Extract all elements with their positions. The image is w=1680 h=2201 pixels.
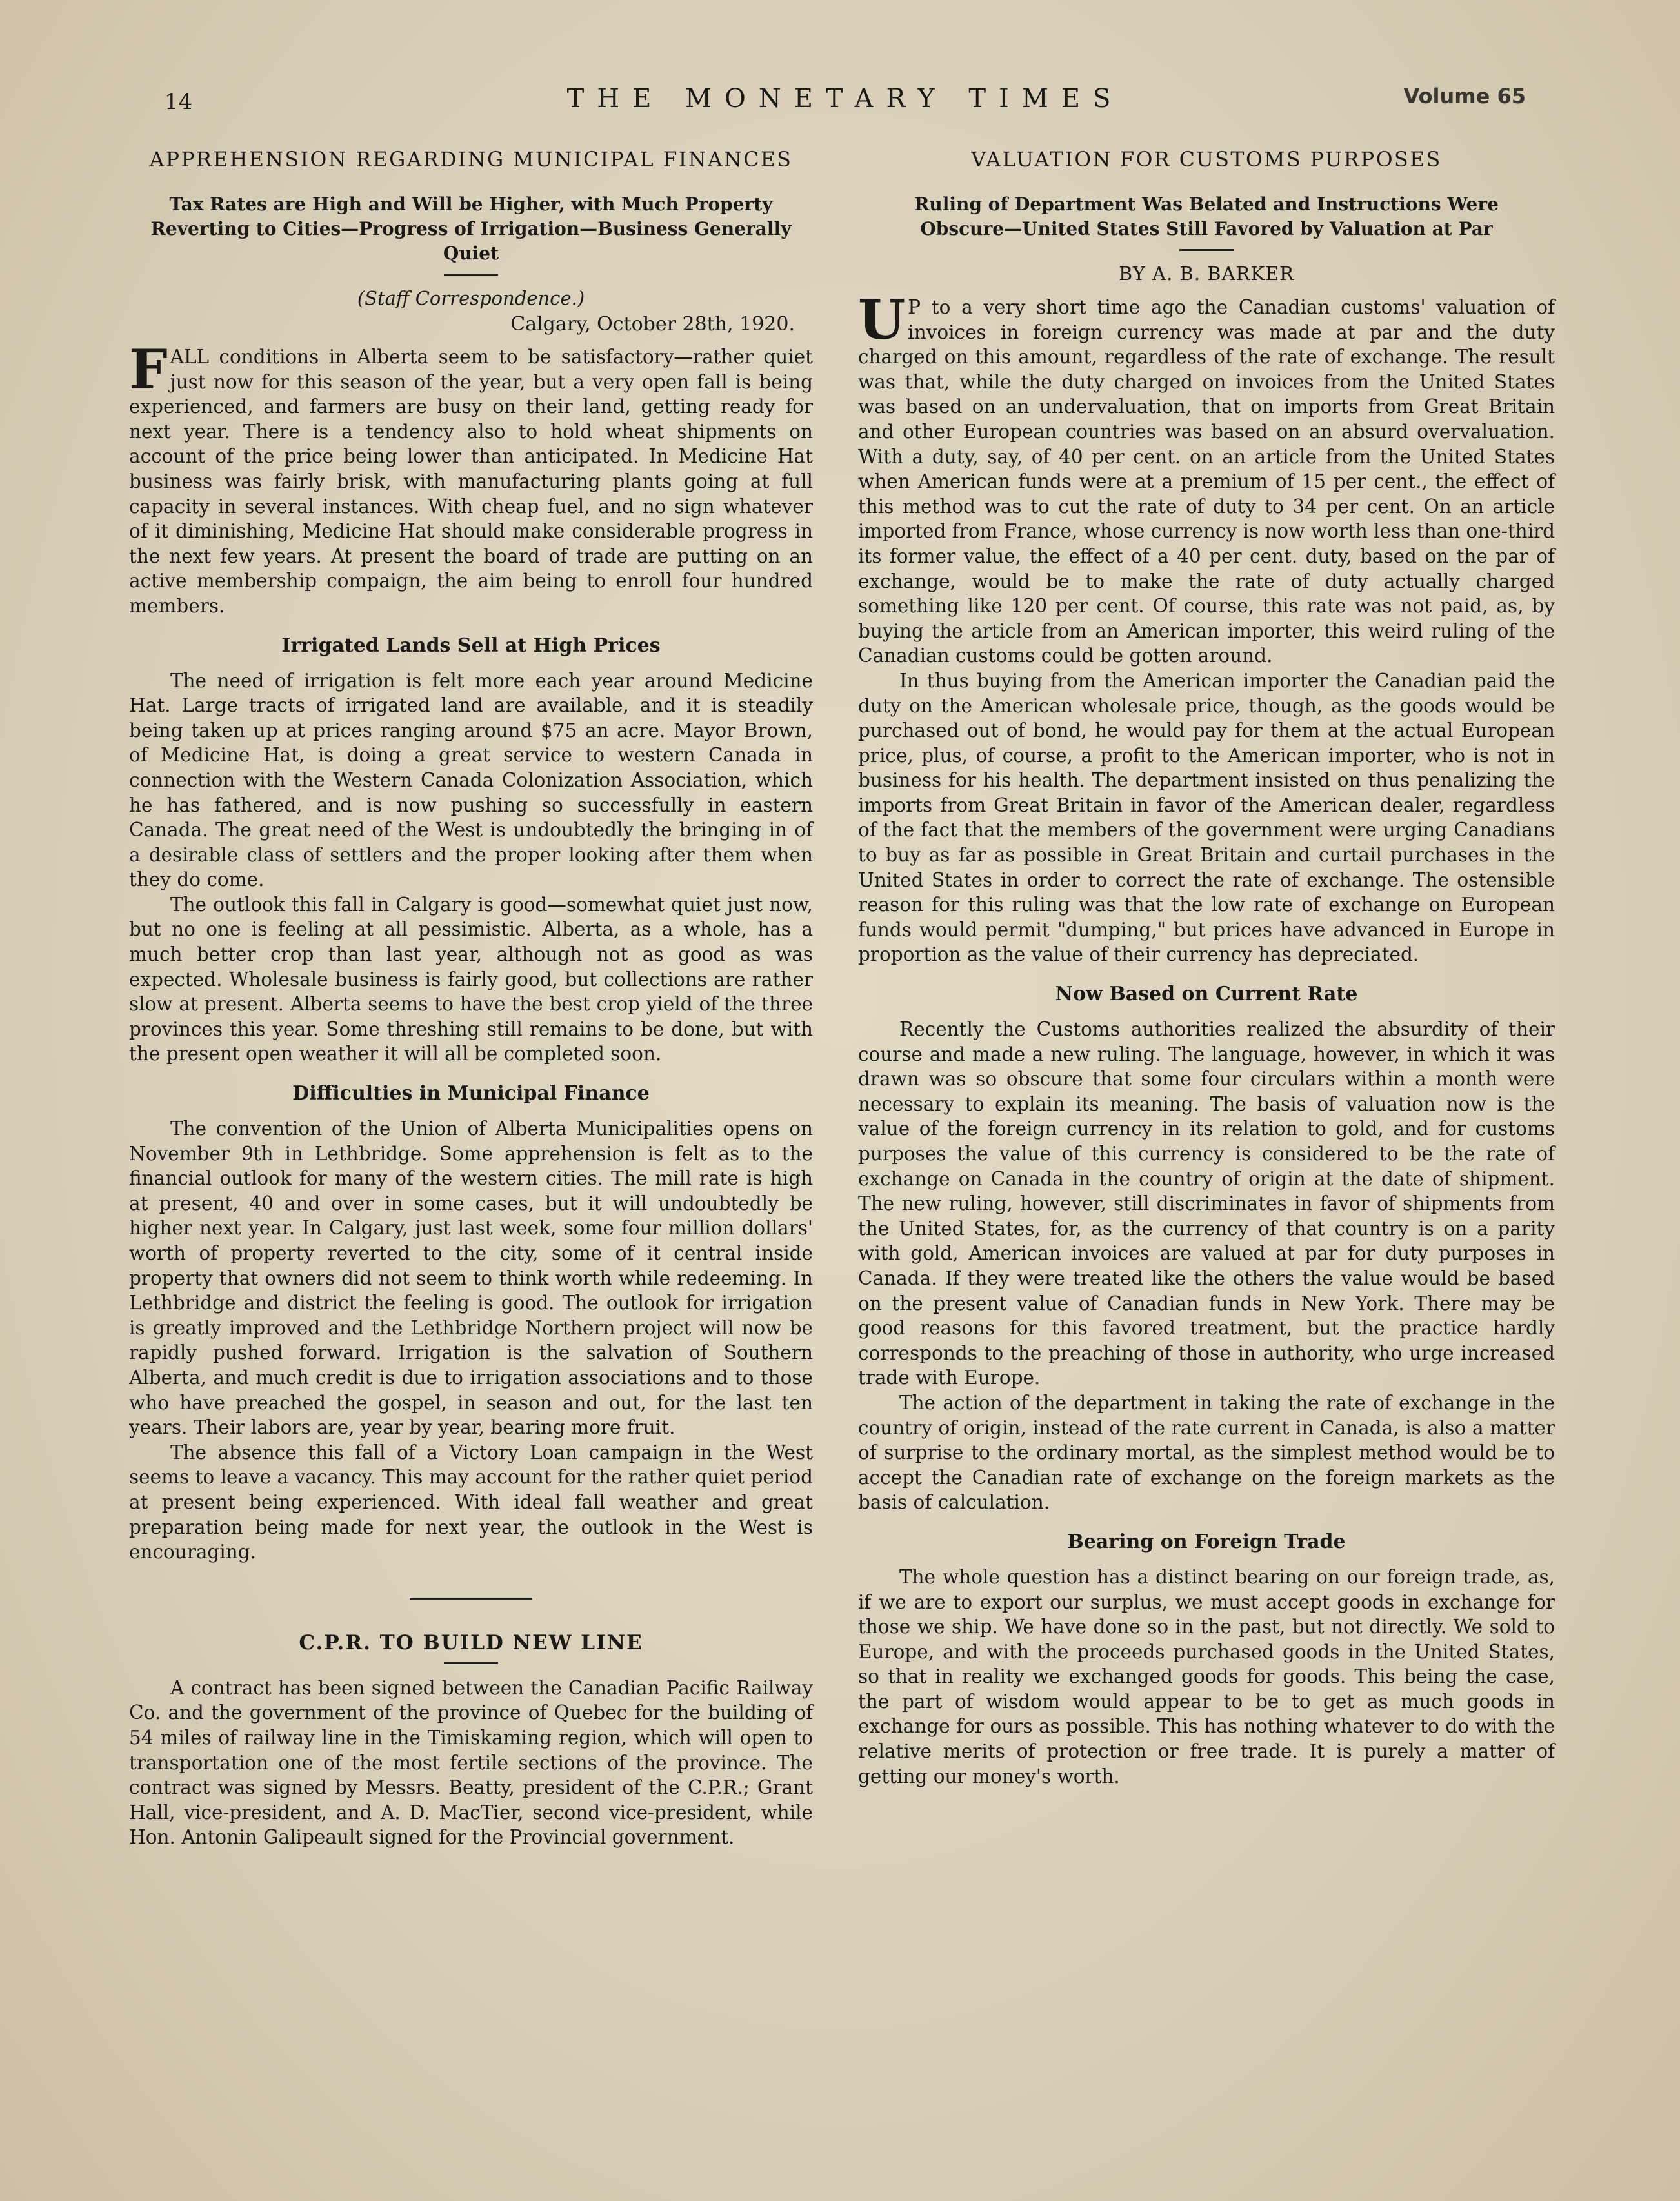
subheading: Now Based on Current Rate (1055, 983, 1358, 1006)
article-deck-customs: Ruling of Department Was Belated and Instructions Were Obscure—United States Still Favored by Valuation at Par (914, 194, 1499, 239)
subheading: Difficulties in Municipal Finance (292, 1082, 650, 1105)
paragraph: UP to a very short time ago the Canadian customs' valuation of invoices in foreign currency was made at par and the duty charged on this amount, regardless of the rate of exchange. The result was that, while the duty charged on invoices from the United States was based on an undervaluation, that on imports from Great Britain and other European countries was based on an absurd overvaluation. With a duty, say, of 40 per cent. on an article from the United States when American funds were at a premium of 15 per cent., the effect of this method was to cut the rate of duty to 34 per cent. On an article imported from France, whose currency is now worth less than one-third its former value, the effect of a 40 per cent. duty, based on the par of exchange, would be to make the rate of duty actually charged something like 120 per cent. Of course, this rate was not paid, as, by buying the article from an American importer, this weird ruling of the Canadian customs could be gotten around. (858, 288, 1555, 667)
article-deck-municipal: Tax Rates are High and Will be Higher, with Much Property Reverting to Cities—Progress of Irrigation—Business Generally Quiet (150, 194, 792, 264)
publication-title: THE MONETARY TIMES (566, 84, 1124, 114)
paragraph: A contract has been signed between the Canadian Pacific Railway Co. and the government of the province of Quebec for the building of 54 miles of railway line in the Timiskaming region, which will open to transportation one of the most fertile sections of the province. The contract was signed by Messrs. Beatty, president of the C.P.R.; Grant Hall, vice-president, and A. D. MacTier, second vice-president, while Hon. Antonin Galipeault signed for the Provincial government. (129, 1676, 813, 1849)
paragraph: The outlook this fall in Calgary is good—somewhat quiet just now, but no one is feeling at all pessimistic. Alberta, as a whole, has a much better crop than last year, although not as good as was expected. Wholesale business is fairly good, but collections are rather slow at present. Alberta seems to have the best crop yield of the three provinces this year. Some threshing still remains to be done, but with the present open weather it will all be completed soon. (129, 893, 813, 1065)
paragraph: In thus buying from the American importer the Canadian paid the duty on the American wholesale price, though, as the goods would be purchased out of bond, he would pay for them at the actual European price, plus, of course, a profit to the American importer, who is not in business for his health. The department insisted on thus penalizing the imports from Great Britain in favor of the American dealer, regardless of the fact that the members of the government were urging Canadians to buy as far as possible in Great Britain and curtail purchases in the United States in order to correct the rate of exchange. The ostensible reason for this ruling was that the low rate of exchange on European funds would permit "dumping," but prices have advanced in Europe in proportion as the value of their currency has depreciated. (858, 669, 1555, 966)
divider-rule (444, 1662, 498, 1664)
dateline: Calgary, October 28th, 1920. (510, 313, 795, 336)
paragraph: The convention of the Union of Alberta Municipalities opens on November 9th in Lethbridge. Some apprehension is felt as to the financial outlook for many of the western cities. The mill rate is high at present, 40 and over in some cases, but it will undoubtedly be higher next year. In Calgary, just last week, some four million dollars' worth of property reverted to the city, some of it central inside property that owners did not seem to think worth while redeeming. In Lethbridge and district the feeling is good. The outlook for irrigation is greatly improved and the Lethbridge Northern project will now be rapidly pushed forward. Irrigation is the salvation of Southern Alberta, and much credit is due to irrigation associations and to those who have preached the gospel, in season and out, for the last ten years. Their labors are, year by year, bearing more fruit. (129, 1118, 813, 1439)
page-number: 14 (165, 89, 193, 115)
author-byline: BY A. B. BARKER (1118, 263, 1295, 285)
left-column (129, 148, 813, 1850)
volume-label: Volume 65 (1403, 84, 1526, 108)
paragraph: The need of irrigation is felt more each year around Medicine Hat. Large tracts of irrigated land are available, and it is steadily being taken up at prices ranging around $75 an acre. Mayor Brown, of Medicine Hat, is doing a great service to western Canada in connection with the Western Canada Colonization Association, which he has fathered, and is now pushing so successfully in eastern Canada. The great need of the West is undoubtedly the bringing in of a desirable class of settlers and the proper looking after them when they do come. (129, 669, 813, 891)
staff-correspondence-byline: (Staff Correspondence.) (357, 287, 585, 309)
divider-rule (1179, 249, 1234, 251)
right-column (858, 148, 1555, 1789)
paragraph: The absence this fall of a Victory Loan campaign in the West seems to leave a vacancy. This may account for the rather quiet period at present being experienced. With ideal fall weather and great preparation being made for next year, the outlook in the West is encouraging. (129, 1441, 813, 1563)
divider-rule (444, 274, 498, 276)
article-title-municipal: APPREHENSION REGARDING MUNICIPAL FINANCES (149, 148, 793, 172)
page-header (165, 79, 1526, 130)
article-title-cpr: C.P.R. TO BUILD NEW LINE (299, 1631, 643, 1654)
paragraph: The action of the department in taking the rate of exchange in the country of origin, instead of the rate current in Canada, is also a matter of surprise to the ordinary mortal, as the simplest method would be to accept the Canadian rate of exchange on the foreign markets as the basis of calculation. (858, 1391, 1555, 1514)
subheading: Irrigated Lands Sell at High Prices (281, 634, 661, 657)
paragraph: FALL conditions in Alberta seem to be satisfactory—rather quiet just now for this season of the year, but a very open fall is being experienced, and farmers are busy on their land, getting ready for next year. There is a tendency also to hold wheat shipments on account of the price being lower than anticipated. In Medicine Hat business was fairly brisk, with manufacturing plants going at full capacity in several instances. With cheap fuel, and no sign whatever of it diminishing, Medicine Hat should make considerable progress in the next few years. At present the board of trade are putting on an active membership compaign, the aim being to enroll four hundred members. (129, 337, 813, 617)
article-title-customs: VALUATION FOR CUSTOMS PURPOSES (971, 148, 1442, 172)
paragraph: Recently the Customs authorities realized the absurdity of their course and made a new ruling. The language, however, in which it was drawn was so obscure that some four circulars within a month were necessary to explain its meaning. The basis of valuation now is the value of the foreign currency in its relation to gold, and for customs purposes the value of this currency is considered to be the rate of exchange on Canada in the country of origin at the date of shipment. The new ruling, however, still discriminates in favor of shipments from the United States, for, as the currency of that country is on a parity with gold, American invoices are valued at par for duty purposes in Canada. If they were treated like the others the value would be based on the present value of Canadian funds in New York. There may be good reasons for this favored treatment, but the practice hardly corresponds to the preaching of those in authority, who urge increased trade with Europe. (858, 1018, 1555, 1389)
subheading: Bearing on Foreign Trade (1067, 1530, 1346, 1553)
section-divider (410, 1598, 532, 1600)
paragraph: The whole question has a distinct bearing on our foreign trade, as, if we are to export our surplus, we must accept goods in exchange for those we ship. We have done so in the past, but not directly. We sold to Europe, and with the proceeds purchased goods in the United States, so that in reality we exchanged goods for goods. This being the case, the part of wisdom would appear to be to get as much goods in exchange for ours as possible. This has nothing whatever to do with the relative merits of protection or free trade. It is purely a matter of getting our money's worth. (858, 1565, 1555, 1787)
